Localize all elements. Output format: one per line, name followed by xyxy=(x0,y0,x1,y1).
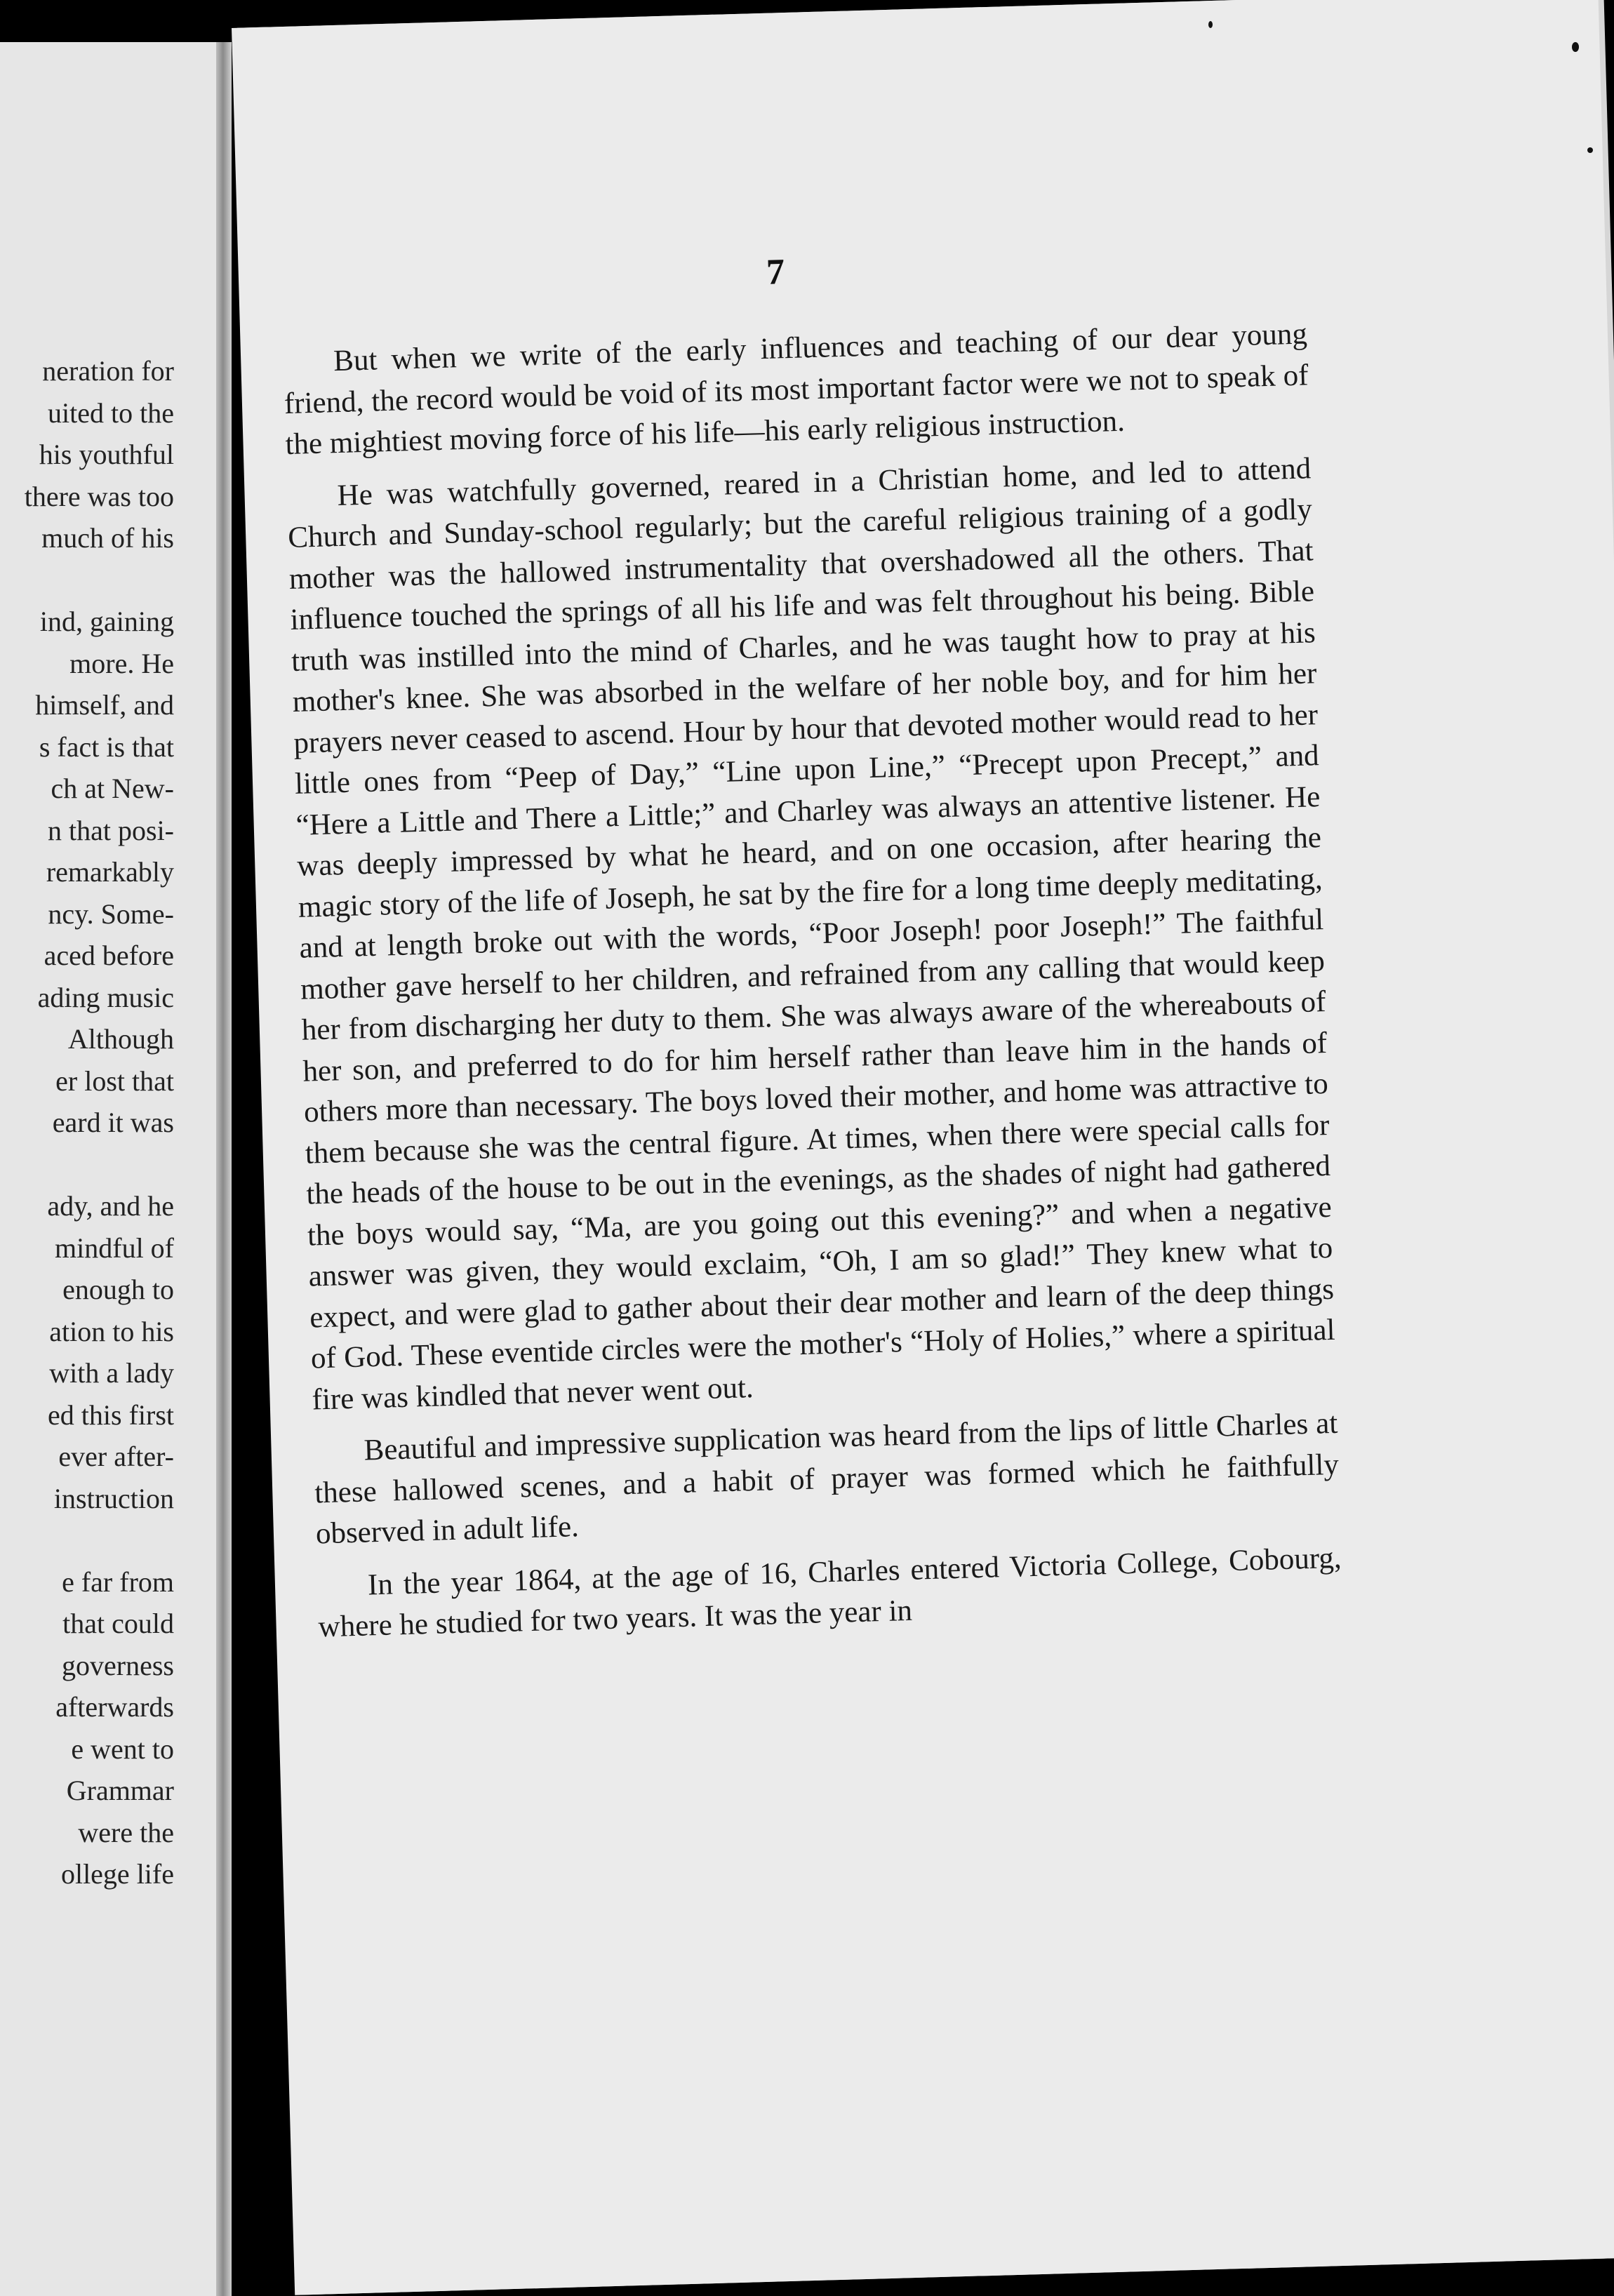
left-page-line: mindful of xyxy=(55,1232,174,1264)
left-page-line: remarkably xyxy=(46,856,174,888)
left-page-line: ind, gaining xyxy=(39,606,174,637)
paragraph-2: He was watchfully governed, reared in a Christian home, and led to attend Church and Sunday-school regularly; but the careful religious training of a godly mother was the hallowed instrumentality that overshadowed all the others. That influence touched the springs of all his life and was felt throughout his being. Bible truth was instilled into the mind of Charles, and he was taught how to pray at his mother's knee. She was absorbed in the welfare of her noble boy, and for him her prayers never ceased to ascend. Hour by hour that devoted mother would read to her little ones from “Peep of Day,” “Line upon Line,” “Precept upon Precept,” and “Here a Little and There a Little;” and Charley was always an attentive listener. He was deeply impressed by what he heard, and on one occasion, after hearing the magic story of the life of Joseph, he sat by the fire for a long time deeply meditating, and at length broke out with the words, “Poor Joseph! poor Joseph!” The faithful mother gave herself to her children, and refrained from any calling that would keep her from discharging her duty to them. She was always aware of the whereabouts of her son, and preferred to do for him herself rather than leave him in the hands of others more than necessary. The boys loved their mother, and home was attractive to them because she was the central figure. At times, when there were special calls for the heads of the house to be out in the evenings, as the shades of night had gathered the boys would say, “Ma, are you going out this evening?” and when a negative answer was given, they would exclaim, “Oh, I am so glad!” They knew what to expect, and were glad to gather about their dear mother and learn of the deep things of God. These eventide circles were the mother's “Holy of Holies,” where a spiritual fire was kindled that never went out. xyxy=(287,451,1336,1417)
left-page-line: e far from xyxy=(62,1566,174,1598)
book-gutter xyxy=(216,42,232,2296)
left-page-line: ever after- xyxy=(58,1441,174,1472)
scan-speck xyxy=(1208,21,1213,28)
left-page-line: ncy. Some- xyxy=(48,897,174,930)
left-page-line: more. He xyxy=(69,647,174,679)
left-page-line: with a lady xyxy=(49,1357,174,1389)
left-page-line: aced before xyxy=(44,940,174,971)
left-page-line: that could xyxy=(62,1608,174,1639)
left-page-line: ollege life xyxy=(60,1858,174,1890)
left-page-line: eard it was xyxy=(52,1107,174,1138)
paragraph-1: But when we write of the early influences and teaching of our dear young friend, the record would be void of its most important factor were we not to speak of the mightiest moving force of his life—his early religious instruction. xyxy=(284,317,1309,462)
left-page-line: ady, and he xyxy=(47,1190,174,1222)
paragraph-3: Beautiful and impressive supplication was heard from the lips of little Charles at these hallowed scenes, and a habit of prayer was formed which he faithfully observed in adult life. xyxy=(314,1406,1340,1551)
left-page-line: ading music xyxy=(37,981,174,1013)
left-page-line: much of his xyxy=(41,522,174,554)
left-page-line: were the xyxy=(78,1816,174,1848)
right-page xyxy=(232,0,1614,2295)
page-number: 7 xyxy=(766,252,785,293)
left-page xyxy=(0,42,216,2296)
left-page-line: e went to xyxy=(71,1733,174,1765)
left-page-line: his youthful xyxy=(39,439,174,470)
left-page-line: himself, and xyxy=(35,689,174,721)
left-page-line: s fact is that xyxy=(39,730,174,763)
left-page-line: er lost that xyxy=(55,1064,174,1097)
left-page-line: governess xyxy=(62,1649,174,1681)
left-page-line: Although xyxy=(67,1023,174,1055)
left-page-line: n that posi- xyxy=(48,814,174,846)
body-text xyxy=(283,314,1344,1660)
left-page-line: uited to the xyxy=(48,396,174,429)
left-page-line: neration for xyxy=(42,355,174,387)
paragraph-4: In the year 1864, at the age of 16, Charles entered Victoria College, Cobourg, where he studied for two years. It was the year in xyxy=(318,1541,1342,1644)
left-page-line: ed this first xyxy=(48,1399,174,1431)
left-page-line: instruction xyxy=(53,1482,174,1514)
left-page-line: ation to his xyxy=(49,1315,174,1347)
left-page-line: Grammar xyxy=(66,1775,174,1806)
scan-speck xyxy=(1572,42,1579,52)
left-page-line: afterwards xyxy=(55,1691,174,1723)
left-page-line: enough to xyxy=(62,1274,174,1305)
left-page-line: there was too xyxy=(24,480,174,512)
left-page-line: ch at New- xyxy=(51,773,174,804)
scan-speck xyxy=(1587,147,1593,153)
